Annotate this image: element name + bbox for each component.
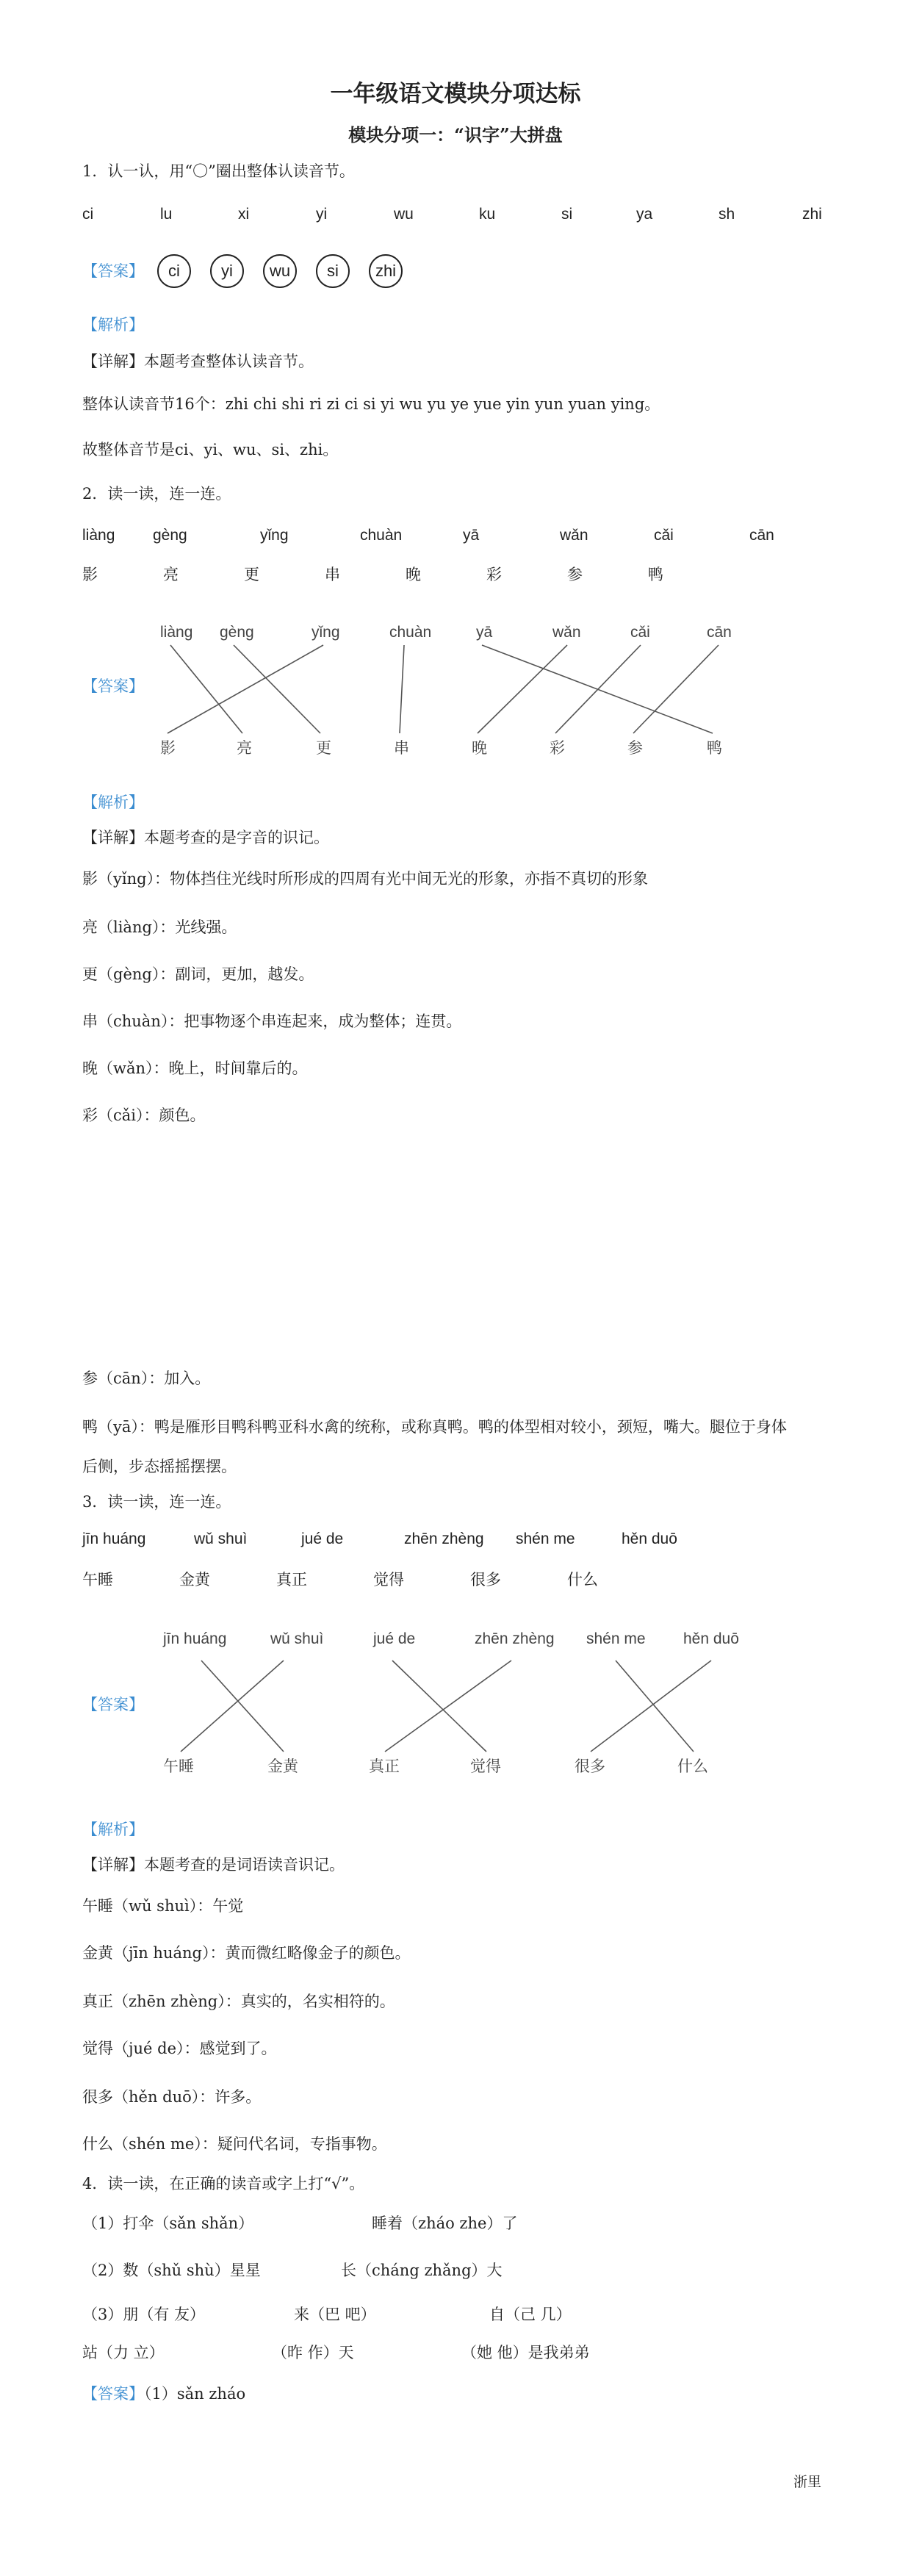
diagram-pinyin: cān [707,624,732,641]
q4-item: （3）朋（有 友） [82,2306,206,2323]
q4-question: 4．读一读，在正确的读音或字上打“√”。 [82,2175,365,2192]
diagram-pinyin: zhēn zhèng [475,1630,555,1647]
q3-pinyin: shén me [516,1530,575,1547]
diagram-char: 串 [394,739,409,757]
q4-item: 自（己 几） [489,2306,572,2323]
q4-item: （昨 作）天 [272,2344,354,2361]
q3-link-hen [591,1661,711,1752]
answer-circle: si [316,254,350,288]
q2-pinyin: cǎi [654,527,674,544]
q3-pinyin: zhēn zhèng [404,1530,484,1547]
detail-label: 【详解】 [82,829,144,846]
q4-item: 站（力 立） [82,2344,165,2361]
diagram-pinyin: chuàn [389,624,432,641]
syllable: zhi [802,206,822,223]
q3-pinyin: wǔ shuì [194,1530,248,1547]
q2-link-geng [234,645,320,733]
diagram-word: 很多 [575,1757,605,1775]
q3-word: 什么 [567,1571,598,1589]
q2-pinyin: chuàn [360,527,403,544]
q3-detail-text: 本题考查的是词语读音识记。 [144,1856,345,1874]
q2-explanation: 彩（cǎi）：颜色。 [82,1107,206,1124]
q3-detail [82,1854,345,1875]
diagram-pinyin: shén me [586,1630,646,1647]
q2-explanation: 参（cān）：加入。 [82,1370,211,1387]
q3-word: 金黄 [179,1571,210,1589]
analysis-label: 【解析】 [82,794,144,811]
q2-link-can [633,645,719,733]
q2-char: 串 [325,566,340,583]
q4-item: （2）数（shǔ shù）星星 [82,2262,261,2279]
q2-pinyin: cān [749,527,774,544]
q2-pinyin: wǎn [560,527,588,544]
q3-word: 真正 [276,1571,307,1589]
q3-link-wushui [181,1661,284,1752]
syllable: ci [82,206,94,223]
q2-link-ying [168,645,323,733]
q2-explanation: 晚（wǎn）：晚上，时间靠后的。 [82,1059,308,1077]
q2-pinyin: yā [463,527,480,544]
answer-circle: ci [157,254,191,288]
q4-item: 来（巴 吧） [294,2306,376,2323]
section-subtitle: 模块分项一：“识字”大拼盘 [348,124,563,145]
q2-char: 亮 [163,566,179,583]
q3-link-jue [392,1661,486,1752]
q2-pinyin: gèng [153,527,187,544]
diagram-char: 影 [160,739,176,757]
q2-duck-line-1: 鸭（yā）：鸭是雁形目鸭科鸭亚科水禽的统称，或称真鸭。鸭的体型相对较小，颈短，嘴大。腿位于身体 [82,1418,787,1436]
diagram-char: 彩 [550,739,565,757]
syllable: yi [316,206,328,223]
q3-explanation: 真正（zhēn zhèng）：真实的，名实相符的。 [82,1993,395,2010]
q2-char: 彩 [486,566,502,583]
q1-conclusion: 故整体音节是ci、yi、wu、si、zhi。 [82,441,339,458]
q4-item: 长（cháng zhǎng）大 [341,2262,503,2279]
detail-label: 【详解】 [82,1856,144,1874]
diagram-pinyin: wǎn [552,624,581,641]
answer-circle: wu [263,254,297,288]
diagram-char: 参 [627,739,643,757]
diagram-pinyin: liàng [160,624,193,641]
q3-explanation: 金黄（jīn huáng）：黄而微红略像金子的颜色。 [82,1944,411,1962]
q4-answer-text: （1）sǎn zháo [144,2385,246,2403]
q2-link-wan [478,645,567,733]
q2-char: 更 [244,566,259,583]
answer-label: 【答案】 [82,677,144,695]
diagram-char: 更 [316,739,331,757]
q2-link-chuan [400,645,404,733]
q3-word: 午睡 [82,1571,113,1589]
diagram-pinyin: yǐng [312,624,340,641]
answer-label: 【答案】 [82,2385,144,2403]
q4-item: 睡着（zháo zhe）了 [372,2215,518,2232]
analysis-label: 【解析】 [82,316,144,334]
q2-explanation: 影（yǐng）：物体挡住光线时所形成的四周有光中间无光的形象，亦指不真切的形象 [82,870,649,888]
q3-explanation: 很多（hěn duō）：许多。 [82,2088,262,2106]
q2-pinyin: liàng [82,527,115,544]
q3-link-jinhuang [201,1661,284,1752]
q1-question: 1．认一认，用“〇”圈出整体认读音节。 [82,162,355,180]
q3-explanation: 觉得（jué de）：感觉到了。 [82,2040,277,2057]
analysis-label: 【解析】 [82,1821,144,1838]
diagram-char: 晚 [472,739,487,757]
diagram-pinyin: cǎi [630,624,650,641]
diagram-word: 金黄 [267,1757,298,1775]
diagram-char: 鸭 [707,739,722,757]
q1-syllable-list: 整体认读音节16个：zhi chi shi ri zi ci si yi wu yu ye yue yin yun yuan ying。 [82,395,660,413]
q2-char: 影 [82,566,98,583]
q3-pinyin: hěn duō [622,1530,677,1547]
diagram-pinyin: yā [476,624,493,641]
q3-explanation: 什么（shén me）：疑问代名词，专指事物。 [82,2135,387,2153]
q2-link-liang [170,645,242,733]
q3-question: 3．读一读，连一连。 [82,1493,231,1511]
syllable: wu [394,206,414,223]
diagram-word: 什么 [677,1757,708,1775]
q2-char: 晚 [406,566,421,583]
footer-mark: 浙里 [793,2474,822,2490]
diagram-pinyin: hěn duō [683,1630,739,1647]
diagram-word: 觉得 [470,1757,501,1775]
syllable: si [561,206,573,223]
q2-pinyin: yǐng [260,527,289,544]
diagram-pinyin: gèng [220,624,254,641]
q3-pinyin: jué de [301,1530,344,1547]
q3-pinyin: jīn huáng [82,1530,146,1547]
detail-label: 【详解】 [82,353,144,370]
q2-duck-line-2: 后侧，步态摇摇摆摆。 [82,1458,237,1475]
syllable: ya [636,206,653,223]
answer-label: 【答案】 [82,1696,144,1713]
syllable: xi [238,206,250,223]
page-title: 一年级语文模块分项达标 [330,81,581,107]
q2-char: 鸭 [648,566,663,583]
q3-link-shen [616,1661,694,1752]
syllable: ku [479,206,496,223]
q4-answer [82,2383,245,2404]
q2-explanation: 串（chuàn）：把事物逐个串连起来，成为整体；连贯。 [82,1012,462,1030]
answer-circle: yi [210,254,244,288]
diagram-char: 亮 [237,739,252,757]
diagram-word: 午睡 [163,1757,194,1775]
q4-item: （她 他）是我弟弟 [461,2344,590,2361]
answer-circle: zhi [369,254,403,288]
answer-label: 【答案】 [82,262,144,280]
q3-explanation: 午睡（wǔ shuì）：午觉 [82,1897,244,1915]
syllable: sh [719,206,735,223]
q4-item: （1）打伞（sǎn shǎn） [82,2215,254,2232]
q2-explanation: 更（gèng）：副词，更加，越发。 [82,965,314,983]
q2-link-cai [555,645,641,733]
q3-link-zhen [385,1661,511,1752]
q1-detail-text: 本题考查整体认读音节。 [144,353,314,370]
diagram-pinyin: jué de [373,1630,416,1647]
diagram-word: 真正 [369,1757,400,1775]
diagram-pinyin: wǔ shuì [270,1630,324,1647]
diagram-pinyin: jīn huáng [163,1630,227,1647]
q3-word: 很多 [470,1571,501,1589]
q3-word: 觉得 [373,1571,404,1589]
q2-char: 参 [567,566,583,583]
q2-explanation: 亮（liàng）：光线强。 [82,918,237,936]
q2-detail [82,827,329,848]
syllable: lu [160,206,173,223]
q2-question: 2．读一读，连一连。 [82,485,231,503]
q2-detail-text: 本题考查的是字音的识记。 [144,829,329,846]
